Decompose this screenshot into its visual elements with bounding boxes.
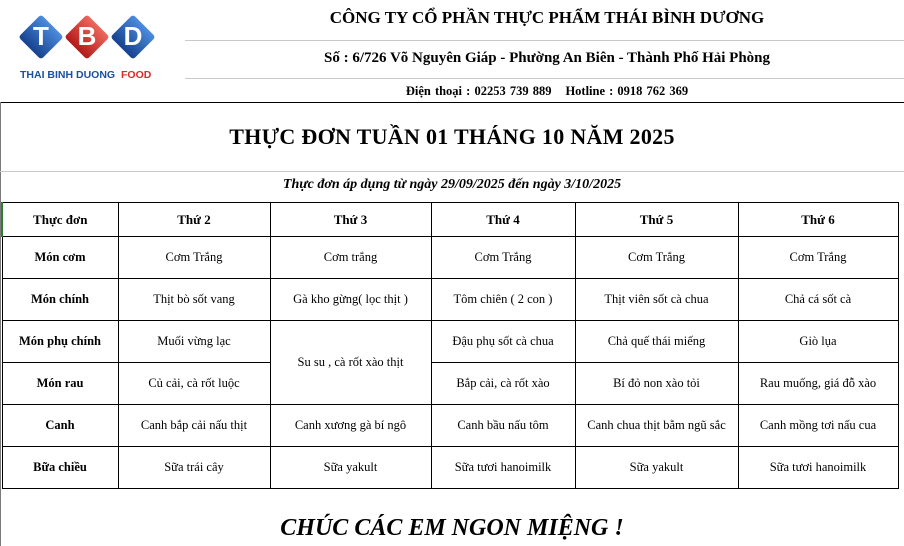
row-label-side-dish: Món phụ chính [2,321,118,363]
table-cell: Cơm trắng [270,237,431,279]
logo-badge-d [109,13,157,61]
table-cell: Chả quế thái miếng [575,321,738,363]
closing-message: CHÚC CÁC EM NGON MIỆNG ! [280,515,624,541]
header-cell-menu: Thực đơn [2,203,118,237]
row-label-main-dish: Món chính [2,279,118,321]
table-cell: Canh bầu nấu tôm [431,405,575,447]
row-label-vegetables: Món rau [2,363,118,405]
table-row [2,447,898,489]
logo-caption [20,69,152,81]
table-cell: Bí đỏ non xào tỏi [575,363,738,405]
company-address: Số : 6/726 Võ Nguyên Giáp - Phường An Biên - Thành Phố Hải Phòng [323,50,771,66]
table-cell: Canh chua thịt bằm ngũ sắc [575,405,738,447]
logo-badge-t [18,13,65,61]
table-cell: Cơm Trắng [738,237,898,279]
header-bottom-border [0,102,904,103]
row-label-afternoon-snack: Bữa chiều [2,447,118,489]
header-cell-tuesday: Thứ 3 [270,203,431,237]
table-row [2,279,898,321]
table-cell: Tôm chiên ( 2 con ) [431,279,575,321]
table-cell: Cơm Trắng [431,237,575,279]
table-cell: Rau muống, giá đỗ xào [738,363,898,405]
table-row [2,237,898,279]
header-divider-1 [185,40,904,41]
table-cell: Chả cá sốt cà [738,279,898,321]
menu-date-range: Thực đơn áp dụng từ ngày 29/09/2025 đến ngày 3/10/2025 [282,177,622,192]
table-cell: Sữa tươi hanoimilk [431,447,575,489]
table-cell: Sữa trái cây [118,447,270,489]
logo-caption-accent: FOOD [121,69,152,81]
logo-letter-b: B [77,21,97,51]
logo-graphic [18,12,170,84]
table-cell: Cơm Trắng [575,237,738,279]
table-cell: Canh bắp cải nấu thịt [118,405,270,447]
table-header-row [2,203,898,237]
table-cell: Muối vừng lạc [118,321,270,363]
logo-letter-t: T [33,21,49,51]
header-cell-wednesday: Thứ 4 [431,203,575,237]
table-cell: Bắp cải, cà rốt xào [431,363,575,405]
weekly-menu-table [1,202,899,489]
table-row [2,321,898,363]
company-logo [18,12,170,84]
company-contact [190,84,904,99]
title-divider [0,171,904,172]
header-cell-friday: Thứ 6 [738,203,898,237]
table-cell: Cơm Trắng [118,237,270,279]
logo-badge-b [63,13,111,61]
logo-caption-main: THAI BINH DUONG [20,69,116,81]
table-cell: Sữa yakult [270,447,431,489]
table-row [2,405,898,447]
table-cell: Sữa tươi hanoimilk [738,447,898,489]
company-hotline: Hotline : 0918 762 369 [565,84,689,98]
company-name: CÔNG TY CỔ PHẦN THỰC PHẨM THÁI BÌNH DƯƠNG [329,8,765,27]
header-divider-2 [185,78,904,79]
header-cell-monday: Thứ 2 [118,203,270,237]
table-cell: Củ cải, cà rốt luộc [118,363,270,405]
logo-letter-d: D [123,21,143,51]
row-label-soup: Canh [2,405,118,447]
menu-title: THỰC ĐƠN TUẦN 01 THÁNG 10 NĂM 2025 [229,124,675,149]
table-cell: Đậu phụ sốt cà chua [431,321,575,363]
table-cell: Giò lụa [738,321,898,363]
table-row [2,363,898,405]
table-cell-merged: Su su , cà rốt xào thịt [270,321,431,405]
table-cell: Gà kho gừng( lọc thịt ) [270,279,431,321]
table-cell: Sữa yakult [575,447,738,489]
company-phone: Điện thoại : 02253 739 889 [405,84,552,98]
table-cell: Thịt bò sốt vang [118,279,270,321]
header-cell-thursday: Thứ 5 [575,203,738,237]
table-cell: Canh mồng tơi nấu cua [738,405,898,447]
table-cell: Canh xương gà bí ngô [270,405,431,447]
table-cell: Thịt viên sốt cà chua [575,279,738,321]
row-label-rice: Món cơm [2,237,118,279]
